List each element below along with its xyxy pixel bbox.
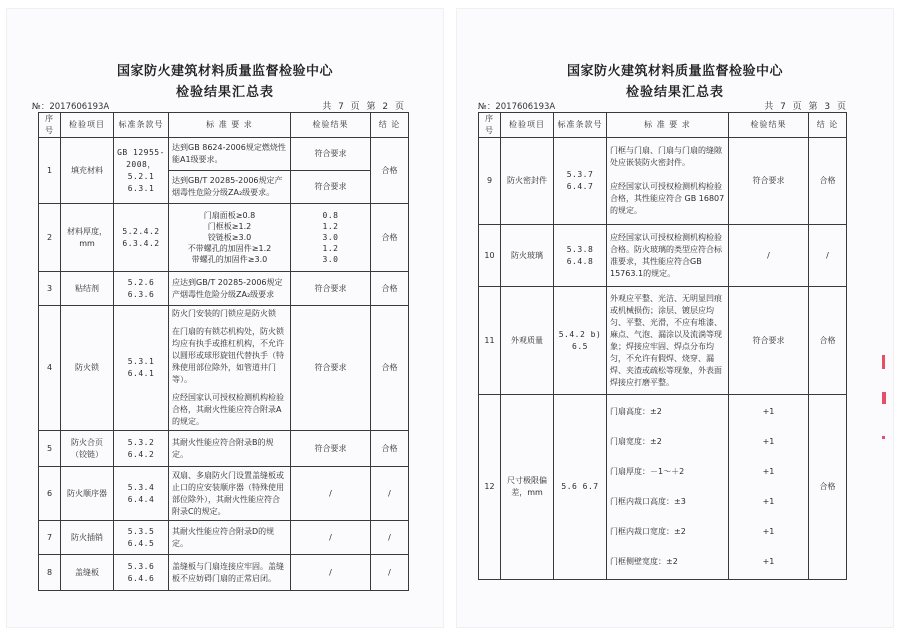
row-item: 粘结剂 — [61, 272, 114, 306]
requirement-line: 门框板≥1.2 — [207, 222, 252, 231]
requirement-paragraph: 在门扇的有锁芯机构处，防火锁均应有执手或推杠机构，不允许以圆形或球形旋钮代替执手（特殊使用部位除外，如管道井门等）。 — [172, 327, 284, 384]
header-clause: 标准条款号 — [554, 113, 607, 138]
row-item: 盖缝板 — [61, 555, 114, 591]
row-result: 符合要求 — [729, 138, 809, 225]
result-value: 3.0 — [322, 233, 339, 242]
row-conclusion: 合格 — [371, 272, 409, 306]
requirement-line: 门扇宽度：±2 — [610, 437, 662, 446]
report-page-3 — [456, 8, 894, 628]
table-row — [39, 467, 409, 521]
row-no: 12 — [479, 395, 501, 580]
result-value: +1 — [762, 557, 775, 566]
result-value: +1 — [762, 437, 775, 446]
row-item: 防火密封件 — [501, 138, 554, 225]
table-row — [39, 204, 409, 272]
row-requirement: 外观应平整、光洁、无明显凹痕或机械损伤；涂层、镀层应均匀、平整、光滑，不应有堆漆、麻点、气泡、漏涂以及流淌等现象；焊接应牢固、焊点分布均匀，不允许有假焊、烧穿、漏焊、夹渣或疏松等现象，外表面焊接应打磨平整。 — [607, 287, 729, 395]
result-value: +1 — [762, 467, 775, 476]
row-clause: 5.3.5 6.4.5 — [114, 521, 169, 555]
table-header-row — [39, 113, 409, 138]
row-result: / — [291, 467, 371, 521]
row-result: 符合要求 — [729, 287, 809, 395]
report-page-2 — [6, 8, 444, 628]
table-row — [479, 395, 847, 580]
table-row — [39, 306, 409, 431]
row-no: 5 — [39, 431, 61, 467]
center-title: 国家防火建筑材料质量监督检验中心 — [116, 64, 333, 79]
header-no: 序号 — [39, 113, 61, 138]
row-clause: 5.6 6.7 — [554, 395, 607, 580]
header-item: 检验项目 — [61, 113, 114, 138]
row-result: 符合要求 — [291, 306, 371, 431]
row-result: 符合要求 — [291, 138, 371, 171]
row-requirement: 其耐火性能应符合附录B的规定。 — [169, 431, 291, 467]
row-item: 材料厚度，mm — [61, 204, 114, 272]
result-value: +1 — [762, 527, 775, 536]
row-requirement: 应达到GB/T 20285-2006规定产烟毒性危险分级ZA₂级要求 — [169, 272, 291, 306]
row-item: 防火插销 — [61, 521, 114, 555]
row-requirement-list — [169, 204, 291, 272]
row-conclusion: 合格 — [371, 204, 409, 272]
row-requirement: 达到GB/T 20285-2006规定产烟毒性危险分级ZA₂级要求。 — [169, 171, 291, 204]
table-row — [479, 225, 847, 287]
requirement-line: 带螺孔的加固件≥3.0 — [191, 255, 268, 264]
row-requirement — [607, 138, 729, 225]
result-value: 3.0 — [322, 255, 339, 264]
row-result: 符合要求 — [291, 431, 371, 467]
seal-mark — [882, 436, 885, 439]
header-no: 序号 — [479, 113, 501, 138]
row-requirement-list — [607, 395, 729, 580]
page-info: 共 7 页 第 2 页 — [322, 102, 406, 112]
table-row — [39, 431, 409, 467]
row-item: 外观质量 — [501, 287, 554, 395]
row-clause: 5.2.6 6.3.6 — [114, 272, 169, 306]
document-number: №：2017606193A — [478, 102, 556, 112]
row-no: 8 — [39, 555, 61, 591]
row-no: 11 — [479, 287, 501, 395]
requirement-paragraph: 防火门安装的门锁应是防火锁 — [172, 309, 276, 318]
header-clause: 标准条款号 — [114, 113, 169, 138]
requirement-line: 门框内裁口宽度：±2 — [610, 527, 686, 536]
row-item: 防火锁 — [61, 306, 114, 431]
row-conclusion: / — [809, 225, 847, 287]
row-requirement — [169, 306, 291, 431]
requirement-line: 门扇面板≥0.8 — [203, 211, 256, 220]
row-conclusion: 合格 — [371, 306, 409, 431]
row-conclusion: 合格 — [371, 431, 409, 467]
report-title: 检验结果汇总表 — [625, 85, 724, 100]
row-requirement: 应经国家认可授权检测机构检验合格。防火玻璃的类型应符合标准要求，其性能应符合GB 15763.1的规定。 — [607, 225, 729, 287]
page-info: 共 7 页 第 3 页 — [764, 102, 848, 112]
row-clause: 5.3.1 6.4.1 — [114, 306, 169, 431]
table-header-row — [479, 113, 847, 138]
requirement-line: 门框内裁口高度：±3 — [610, 497, 686, 506]
header-item: 检验项目 — [501, 113, 554, 138]
row-conclusion: / — [371, 555, 409, 591]
result-value: 1.2 — [322, 244, 339, 253]
row-clause: 5.3.4 6.4.4 — [114, 467, 169, 521]
requirement-line: 门扇厚度：－1～＋2 — [610, 467, 685, 476]
row-no: 2 — [39, 204, 61, 272]
row-no: 6 — [39, 467, 61, 521]
row-no: 7 — [39, 521, 61, 555]
seal-mark — [882, 355, 885, 369]
header-requirement: 标 准 要 求 — [169, 113, 291, 138]
row-clause: 5.3.7 6.4.7 — [554, 138, 607, 225]
center-title: 国家防火建筑材料质量监督检验中心 — [566, 64, 783, 79]
row-conclusion: 合格 — [371, 138, 409, 204]
header-conclusion: 结 论 — [809, 113, 847, 138]
row-no: 4 — [39, 306, 61, 431]
row-conclusion: / — [371, 467, 409, 521]
result-value: 0.8 — [322, 211, 339, 220]
header-requirement: 标 准 要 求 — [607, 113, 729, 138]
result-value: 1.2 — [322, 222, 339, 231]
requirement-paragraph: 应经国家认可授权检测机构检验合格，其耐火性能应符合附录A的规定。 — [172, 393, 284, 426]
row-result: / — [729, 225, 809, 287]
row-result-list — [291, 204, 371, 272]
header-result: 检验结果 — [729, 113, 809, 138]
requirement-line: 不带螺孔的加固件≥1.2 — [187, 244, 272, 253]
row-item: 填充材料 — [61, 138, 114, 204]
table-row — [39, 272, 409, 306]
row-result: / — [291, 555, 371, 591]
row-result: / — [291, 521, 371, 555]
row-requirement: 双扇、多扇防火门设置盖缝板或止口的应安装顺序器（特殊使用部位除外），其耐火性能应符合附录C的规定。 — [169, 467, 291, 521]
seal-mark — [882, 392, 886, 404]
result-value: +1 — [762, 407, 775, 416]
row-no: 1 — [39, 138, 61, 204]
document-number: №：2017606193A — [32, 102, 110, 112]
header-result: 检验结果 — [291, 113, 371, 138]
result-value: +1 — [762, 497, 775, 506]
table-row — [479, 287, 847, 395]
row-item: 防火玻璃 — [501, 225, 554, 287]
table-row — [39, 138, 409, 171]
requirement-line: 门扇高度：±2 — [610, 407, 662, 416]
row-requirement: 其耐火性能应符合附录D的规定。 — [169, 521, 291, 555]
row-clause: 5.3.6 6.4.6 — [114, 555, 169, 591]
row-clause: 5.2.4.2 6.3.4.2 — [114, 204, 169, 272]
row-no: 3 — [39, 272, 61, 306]
row-requirement: 达到GB 8624-2006规定燃烧性能A1级要求。 — [169, 138, 291, 171]
row-conclusion: 合格 — [809, 138, 847, 225]
row-result: 符合要求 — [291, 171, 371, 204]
row-result-list — [729, 395, 809, 580]
requirement-line: 铰链板≥3.0 — [207, 233, 252, 242]
table-row — [39, 555, 409, 591]
row-conclusion: / — [371, 521, 409, 555]
row-clause: 5.3.2 6.4.2 — [114, 431, 169, 467]
row-no: 9 — [479, 138, 501, 225]
row-conclusion: 合格 — [809, 287, 847, 395]
row-item: 尺寸极限偏差，mm — [501, 395, 554, 580]
requirement-paragraph: 应经国家认可授权检测机构检验合格，其性能应符合 GB 16807的规定。 — [610, 182, 725, 215]
table-row — [39, 521, 409, 555]
requirement-line: 门框侧壁宽度：±2 — [610, 557, 678, 566]
row-item: 防火合页（铰链） — [61, 431, 114, 467]
row-clause: 5.3.8 6.4.8 — [554, 225, 607, 287]
requirement-paragraph: 门框与门扇、门扇与门扇的缝隙处应嵌装防火密封件。 — [610, 146, 722, 167]
row-conclusion: 合格 — [809, 395, 847, 580]
row-result: 符合要求 — [291, 272, 371, 306]
row-clause: 5.4.2 b) 6.5 — [554, 287, 607, 395]
row-requirement: 盖缝板与门扇连接应牢固。盖缝板不应妨碍门扇的正常启闭。 — [169, 555, 291, 591]
table-row — [479, 138, 847, 225]
row-clause: GB 12955-2008，5.2.1 6.3.1 — [114, 138, 169, 204]
results-table — [38, 112, 409, 591]
row-no: 10 — [479, 225, 501, 287]
header-conclusion: 结 论 — [371, 113, 409, 138]
row-item: 防火顺序器 — [61, 467, 114, 521]
results-table — [478, 112, 847, 580]
report-title: 检验结果汇总表 — [175, 85, 274, 100]
